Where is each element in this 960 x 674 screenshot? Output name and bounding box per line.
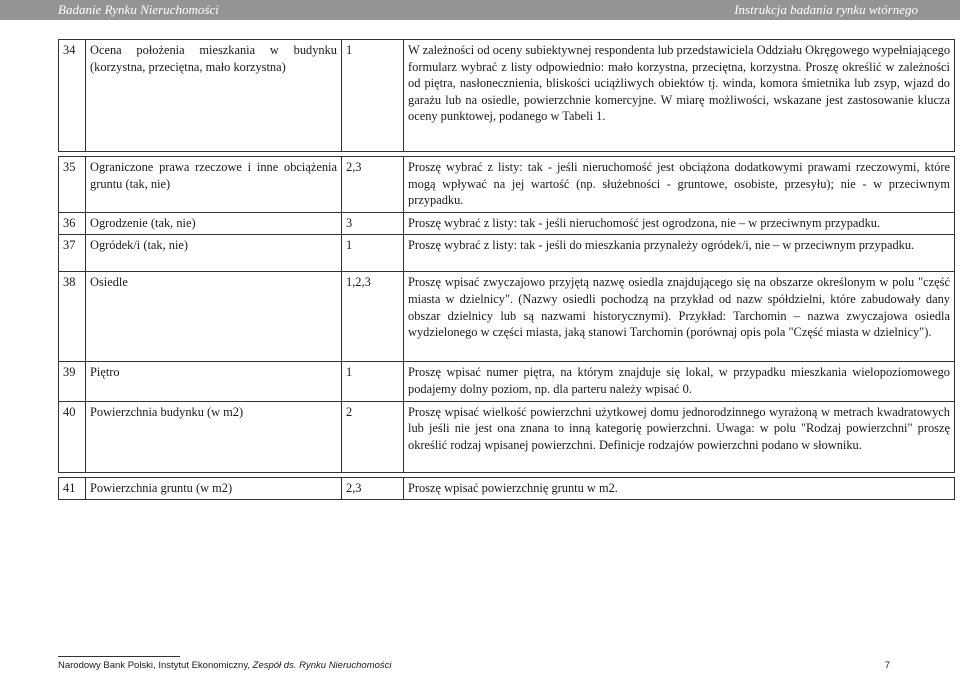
- field-name: Ogrodzenie (tak, nie): [86, 212, 342, 235]
- field-description: Proszę wybrać z listy: tak - jeśli nieruchomość jest ogrodzona, nie – w przeciwnym przypadku.: [404, 212, 955, 235]
- table-row: [59, 401, 955, 472]
- row-number: 37: [59, 235, 86, 272]
- table-row: [59, 477, 955, 500]
- table-row: [59, 40, 955, 152]
- source-code: 2: [342, 401, 404, 472]
- running-header: [0, 0, 960, 20]
- row-number: 41: [59, 477, 86, 500]
- row-number: 38: [59, 272, 86, 362]
- source-code: 2,3: [342, 477, 404, 500]
- table-row: [59, 212, 955, 235]
- field-description: W zależności od oceny subiektywnej respondenta lub przedstawiciela Oddziału Okręgowego wypełniającego formularz wybrać z listy odpowiednio: mało korzystna, przeciętna, korzystna. Proszę określić w zależności od piętra, nasłonecznienia, bliskości uciążliwych obiektów tj. winda, komora śmietnika lub zsyp, wjazd do garażu lub na osiedle, powierzchnie komercyjne. W miarę możliwości, wskazane jest zastosowanie klucza oceny punktowej, podanego w Tabeli 1.: [404, 40, 955, 152]
- field-name: Powierzchnia gruntu (w m2): [86, 477, 342, 500]
- field-description: Proszę wpisać powierzchnię gruntu w m2.: [404, 477, 955, 500]
- field-name: Ocena położenia mieszkania w budynku (korzystna, przeciętna, mało korzystna): [86, 40, 342, 152]
- footer-department: Zespół ds. Rynku Nieruchomości: [252, 660, 392, 671]
- field-name: Ograniczone prawa rzeczowe i inne obciążenia gruntu (tak, nie): [86, 157, 342, 213]
- footer-institution: Narodowy Bank Polski, Instytut Ekonomiczny,: [58, 660, 251, 671]
- page-number: 7: [884, 660, 890, 671]
- field-description: Proszę wpisać wielkość powierzchni użytkowej domu jednorodzinnego wyrażoną w metrach kwadratowych lub jeśli nie jest ona znana to inną kategorię powierzchni. Uwaga: w polu "Rodzaj powierzchni" proszę określić rodzaj wpisanej powierzchni. Definicje rodzajów powierzchni podano w słowniku.: [404, 401, 955, 472]
- field-description: Proszę wybrać z listy: tak - jeśli do mieszkania przynależy ogródek/i, nie – w przeciwnym przypadku.: [404, 235, 955, 272]
- table-row: [59, 362, 955, 401]
- row-number: 34: [59, 40, 86, 152]
- field-name: Ogródek/i (tak, nie): [86, 235, 342, 272]
- field-description: Proszę wpisać numer piętra, na którym znajduje się lokal, w przypadku mieszkania wielopoziomowego podajemy dolny poziom, np. dla parteru należy wpisać 0.: [404, 362, 955, 401]
- source-code: 1: [342, 362, 404, 401]
- row-number: 39: [59, 362, 86, 401]
- row-number: 36: [59, 212, 86, 235]
- field-description: Proszę wpisać zwyczajowo przyjętą nazwę osiedla znajdującego się na obszarze określonym w polu "część miasta w dzielnicy". (Nazwy osiedli pochodzą na przykład od nazw spółdzielni, które zabudowały dany obszar dzielnicy lub są nazwami historycznymi). Przykład: Tarchomin – nazwa zwyczajowa osiedla wydzielonego w części miasta, jaką stanowi Tarchomin (porównaj opis pola "Część miasta w dzielnicy").: [404, 272, 955, 362]
- field-name: Powierzchnia budynku (w m2): [86, 401, 342, 472]
- table-row: [59, 157, 955, 213]
- table-row: [59, 272, 955, 362]
- source-code: 3: [342, 212, 404, 235]
- source-code: 1: [342, 235, 404, 272]
- field-name: Osiedle: [86, 272, 342, 362]
- table-row: [59, 235, 955, 272]
- row-number: 35: [59, 157, 86, 213]
- row-number: 40: [59, 401, 86, 472]
- source-code: 2,3: [342, 157, 404, 213]
- field-instruction-table: [58, 39, 955, 500]
- source-code: 1,2,3: [342, 272, 404, 362]
- header-left-title: Badanie Rynku Nieruchomości: [58, 2, 219, 17]
- field-description: Proszę wybrać z listy: tak - jeśli nieruchomość jest obciążona dodatkowymi prawami rzeczowymi, które mogą wpływać na jej wartość (np. służebności - gruntowe, osobiste, przesyłu); nie - w przeciwnym przypadku.: [404, 157, 955, 213]
- header-right-title: Instrukcja badania rynku wtórnego: [734, 2, 918, 17]
- page-footer: [58, 660, 890, 672]
- field-name: Piętro: [86, 362, 342, 401]
- source-code: 1: [342, 40, 404, 152]
- footer-divider: [58, 656, 180, 657]
